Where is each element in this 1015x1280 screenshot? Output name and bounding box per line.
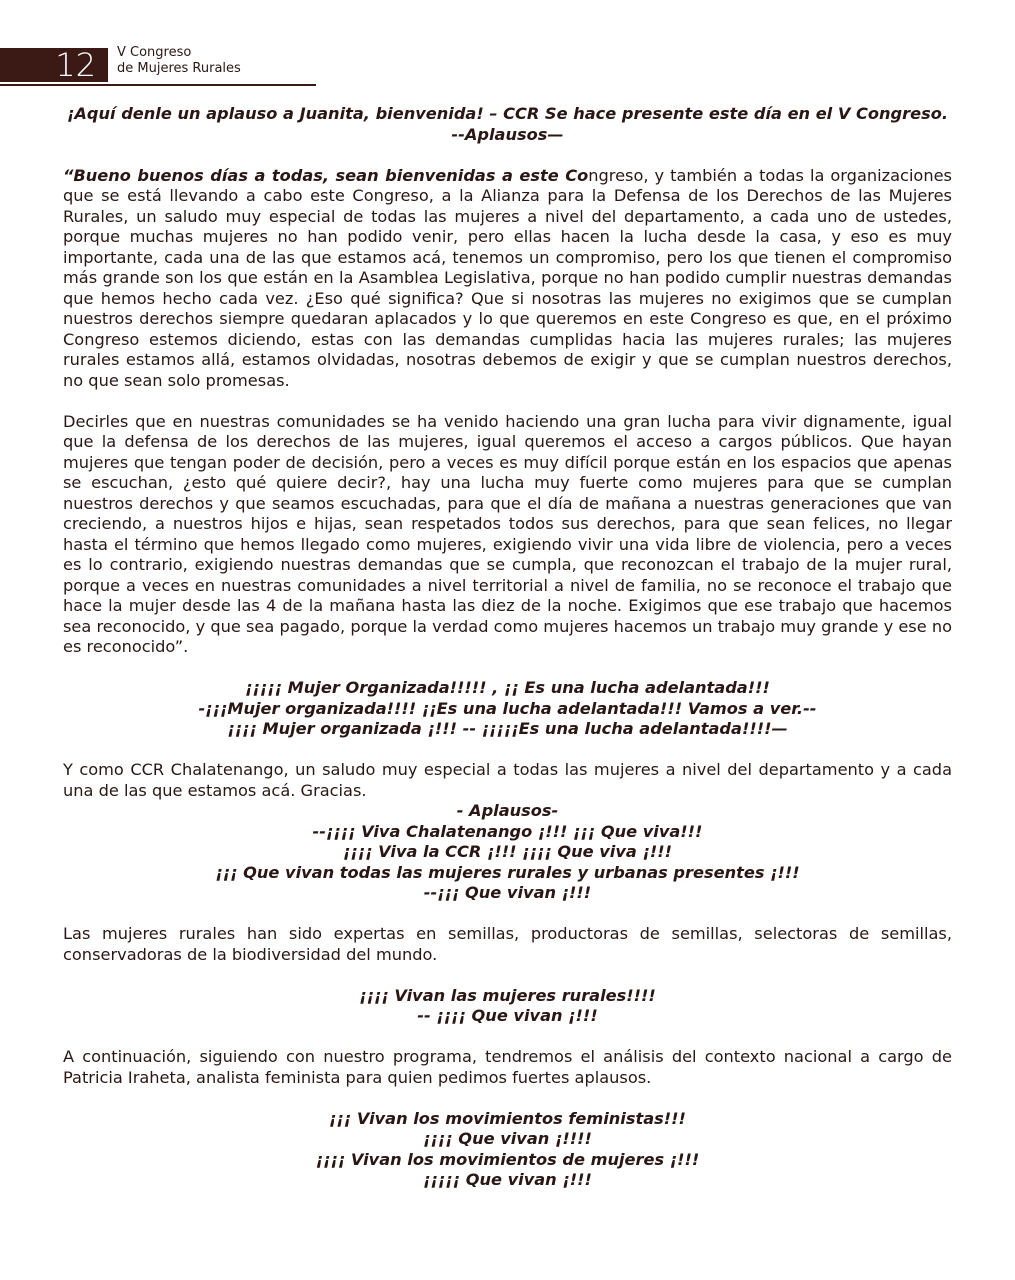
- publication-title: [117, 45, 241, 77]
- chant-line: ¡¡¡¡ Vivan los movimientos de mujeres ¡!!!: [315, 1149, 700, 1169]
- intro-applause: --Aplausos—: [451, 124, 564, 144]
- chant-line: ¡¡¡¡¡ Que vivan ¡!!!: [423, 1170, 592, 1189]
- paragraph-4: Las mujeres rurales han sido expertas en semillas, productoras de semillas, selectoras de semillas, conservadoras de la biodiversidad del mundo.: [63, 924, 952, 964]
- paragraph-1-lead: “Bueno buenos días a todas, sean bienvenidas a este Co: [63, 165, 589, 185]
- chant-line: --¡¡¡¡ Viva Chalatenango ¡!!! ¡¡¡ Que viva!!!: [312, 821, 703, 841]
- chant-line: -- ¡¡¡¡ Que vivan ¡!!!: [417, 1006, 598, 1025]
- chant-line: ¡¡¡ Que vivan todas las mujeres rurales y urbanas presentes ¡!!!: [215, 862, 800, 882]
- document-body: [63, 104, 952, 1191]
- publication-title-line2: de Mujeres Rurales: [117, 61, 241, 76]
- chant-line: ¡¡¡¡¡ Mujer Organizada!!!!! , ¡¡ Es una lucha adelantada!!!: [245, 678, 770, 697]
- page-header: [0, 44, 316, 86]
- publication-title-line1: V Congreso: [117, 45, 192, 60]
- paragraph-1-text: ngreso, y también a todas la organizaciones que se está llevando a cabo este Congreso, a la Alianza para la Defensa de los Derechos de las Mujeres Rurales, un saludo muy especial de todas las mujeres a nivel del departamento, a cada uno de ustedes, porque muchas mujeres no han podido venir, pero ellas hacen la lucha desde la casa, y eso es muy importante, cada una de las que estamos acá, tenemos un compromiso, pero los que tienen el compromiso más grande son los que están en la Asamblea Legislativa, porque no han podido cumplir nuestras demandas que hemos hecho cada vez. ¿Eso qué significa? Que si nosotras las mujeres no exigimos que se cumplan nuestros derechos siempre quedaran aplacados y lo que queremos en este Congreso es que, en el próximo Congreso estemos diciendo, estas con las demandas cumplidas hacia las mujeres rurales; las mujeres rurales estamos allá, estamos olvidadas, nosotras debemos de exigir y que se cumplan nuestros derechos, no que sean solo promesas.: [63, 165, 952, 390]
- chant-line: ¡¡¡¡ Viva la CCR ¡!!! ¡¡¡¡ Que viva ¡!!!: [342, 842, 672, 861]
- chant-line: --¡¡¡ Que vivan ¡!!!: [423, 883, 592, 902]
- paragraph-2: Decirles que en nuestras comunidades se ha venido haciendo una gran lucha para vivir dignamente, igual que la defensa de los derechos de las mujeres, igual queremos el acceso a cargos públicos. Que hayan mujeres que tengan poder de decisión, pero a veces es muy difícil porque están en los espacios que apenas se escuchan, ¿esto qué quiere decir?, hay una lucha muy fuerte como mujeres para que se cumplan nuestros derechos y que seamos escuchadas, para que el día de mañana a nuestras generaciones que van creciendo, a nuestros hijos e hijas, sean respetados todos sus derechos, para que sean felices, no llegar hasta el término que hemos llegado como mujeres, exigiendo vivir una vida libre de violencia, pero a veces es lo contrario, exigiendo nuestras demandas que se cumpla, que reconozcan el trabajo de la mujer rural, porque a veces en nuestras comunidades a nivel territorial a nivel de familia, no se reconoce el trabajo que hace la mujer desde las 4 de la mañana hasta las diez de la noche. Exigimos que ese trabajo que hacemos sea reconocido, y que sea pagado, porque la verdad como mujeres hacemos un trabajo muy grande y ese no es reconocido”.: [63, 411, 952, 656]
- intro-line: ¡Aquí denle un aplauso a Juanita, bienvenida! – CCR Se hace presente este día en el V Congreso.: [66, 104, 949, 123]
- paragraph-3: Y como CCR Chalatenango, un saludo muy especial a todas las mujeres a nivel del departamento y a cada una de las que estamos acá. Gracias.: [63, 760, 952, 800]
- paragraph-1: [63, 166, 952, 392]
- chant-line: - Aplausos-: [456, 801, 559, 820]
- chant-line: ¡¡¡ Vivan los movimientos feministas!!!: [329, 1108, 686, 1128]
- chant-line: ¡¡¡¡ Mujer organizada ¡!!! -- ¡¡¡¡¡Es una lucha adelantada!!!!—: [227, 719, 788, 738]
- paragraph-5: A continuación, siguiendo con nuestro programa, tendremos el análisis del contexto nacional a cargo de Patricia Iraheta, analista feminista para quien pedimos fuertes aplausos.: [63, 1047, 952, 1087]
- chant-line: ¡¡¡¡ Vivan las mujeres rurales!!!!: [359, 985, 656, 1005]
- page-number: 12: [0, 48, 108, 82]
- chant-line: -¡¡¡Mujer organizada!!!! ¡¡Es una lucha adelantada!!! Vamos a ver.--: [198, 698, 817, 718]
- chant-line: ¡¡¡¡ Que vivan ¡!!!!: [423, 1129, 592, 1148]
